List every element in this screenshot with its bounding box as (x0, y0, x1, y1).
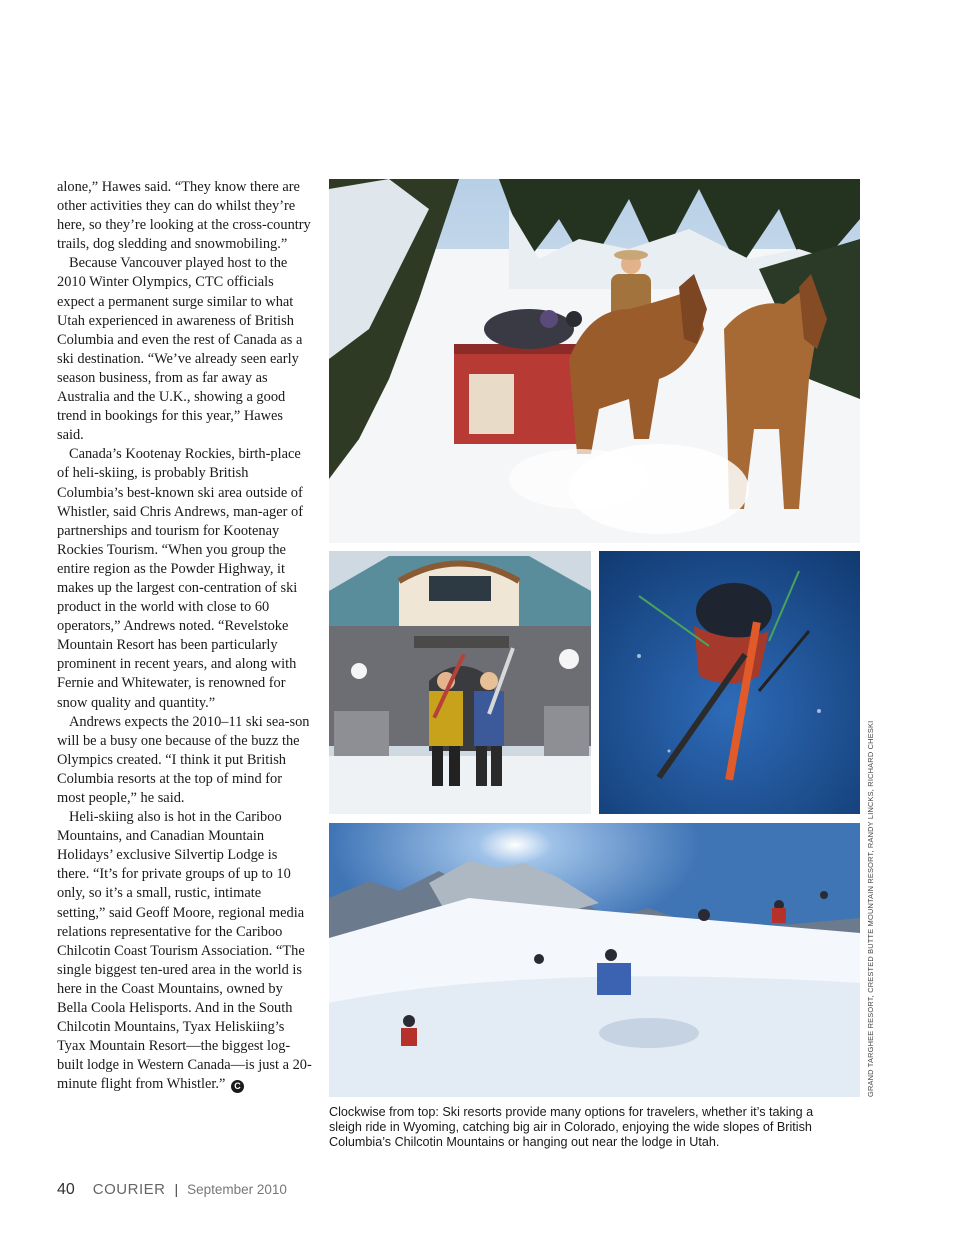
article-paragraph: alone,” Hawes said. “They know there are other activities they can do whilst they’re here, so they’re looking at the cross-country trails, dog sledding and snowmobiling.” (57, 179, 311, 253)
article-paragraph-last (57, 808, 313, 1094)
article-paragraph-text: Heli-skiing also is hot in the Cariboo Mountains, and Canadian Mountain Holidays’ exclusive Silvertip Lodge is there. “It’s for private groups of up to 10 only, so it’s a small, rustic, intimate setting,” said Geoff Moore, regional media relations representative for the Cariboo Chilcotin Coast Tourism Association. “The single biggest ten-ured area in the world is here in the Coast Mountains, owned by Bella Coola Helisports. And in the South Chilcotin Mountains, Tyax Heliskiing’s Tyax Mountain Resort—the biggest log-built lodge in Western Canada—is just a 20-minute flight from Whistler.” (57, 809, 312, 1093)
article-paragraph: Canada’s Kootenay Rockies, birth-place of heli-skiing, is probably British Columbia’s best-known ski area outside of Whistler, said Chris Andrews, man-ager of partnerships and tourism for Kootenay Rockies Tourism. “When you group the entire region as the Powder Highway, it makes up the largest con-centration of ski product in the world with close to 60 operators,” Andrews noted. “Revelstoke Mountain Resort has been particularly prominent in recent years, and along with Fernie and Whitewater, is renowned for snow quality and quantity.” (57, 446, 304, 711)
page-footer (57, 1181, 287, 1199)
article-paragraph: Because Vancouver played host to the 2010 Winter Olympics, CTC officials expect a permanent surge similar to what Utah experienced in awareness of British Columbia and even the rest of Canada as a ski destination. “We’ve already seen early season business, from as far away as Australia and the U.K., showing a good trend in bookings for this year,” Hawes said. (57, 255, 303, 444)
end-mark-icon: C (231, 1080, 244, 1093)
footer-separator: | (174, 1181, 179, 1197)
photo-ski-slope (329, 823, 860, 1097)
page-number: 40 (57, 1181, 75, 1198)
photo-credit: GRAND TARGHEE RESORT, CRESTED BUTTE MOUNTAIN RESORT, RANDY LINCKS, RICHARD CHESKI (866, 720, 875, 1097)
issue-date: September 2010 (187, 1182, 287, 1197)
article-body (57, 178, 313, 1095)
photo-lodge (329, 551, 591, 814)
photo-ski-jump (599, 551, 860, 814)
article-paragraph: Andrews expects the 2010–11 ski sea-son will be a busy one because of the buzz the Olympics created. “I think it put British Columbia resorts at the top of mind for most people,” he said. (57, 713, 310, 806)
photo-caption: Clockwise from top: Ski resorts provide many options for travelers, whether it’s taking a sleigh ride in Wyoming, catching big air in Colorado, enjoying the wide slopes of British Columbia’s Chilcotin Mountains or hanging out near the lodge in Utah. (329, 1105, 814, 1149)
magazine-name: COURIER (92, 1181, 166, 1198)
photo-sleigh-ride (329, 179, 860, 543)
